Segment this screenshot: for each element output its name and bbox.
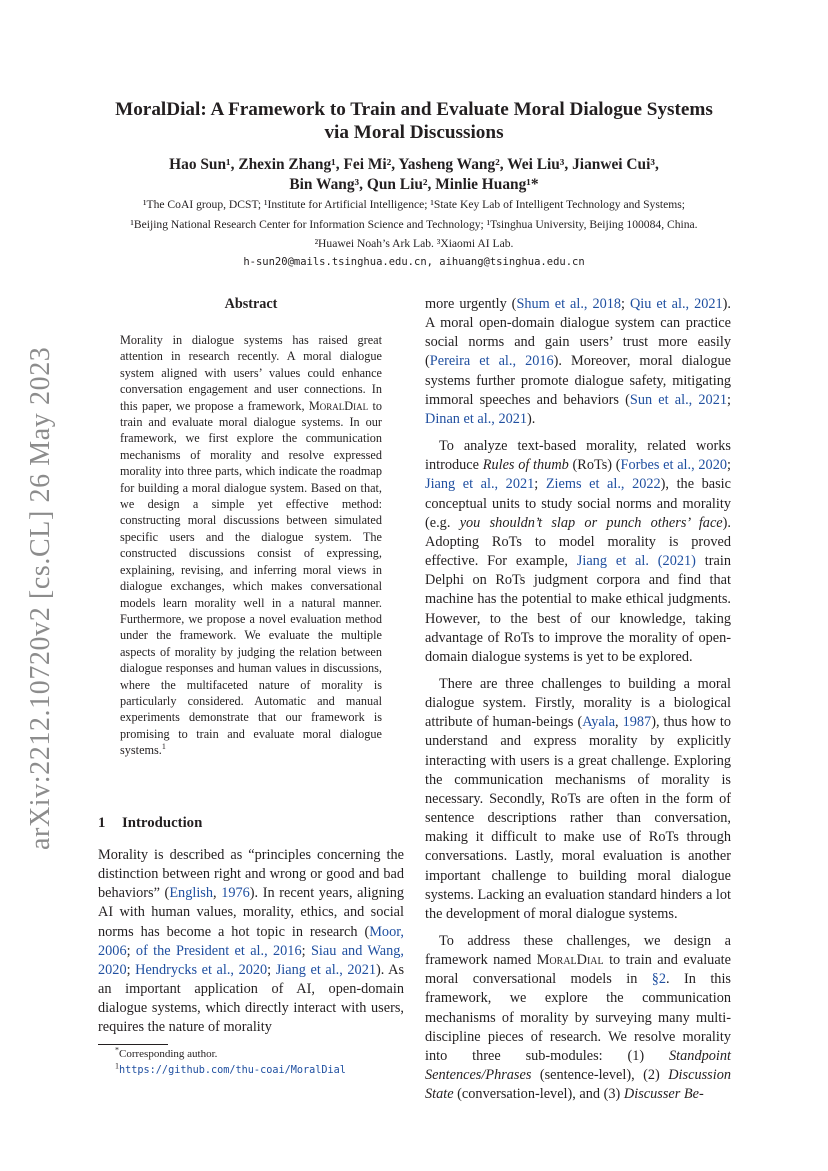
text: (sentence-level), (2) [531,1067,669,1084]
text: . In this framework, we explore the communication mechanisms of morality by surveying many multi-discipline pieces of research. We resolve morality into three sub-modules: (1) [425,971,731,1064]
affiliations [60,195,768,254]
footnote-mark: 1 [115,1061,119,1071]
footnotes [115,1046,346,1079]
paragraph [425,675,731,924]
citation-link[interactable]: Sun et al., 2021 [629,391,728,408]
paragraph [425,295,731,429]
text: To address these challenges, we design a framework named [425,933,731,969]
citation-link[interactable]: Dinan et al., 2021 [425,410,528,427]
text: ). A moral open-domain dialogue system can practice social norms and gain users’ trust more easily ( [425,296,732,370]
footnote-text: Corresponding author. [119,1048,218,1060]
text: (conversation-level), and (3) [453,1086,624,1103]
text: train Delphi on RoTs judgment corpora and find that machine has the potential to make ethical judgments. However, to the best of our knowledge, taking advantage of RoTs to improve the morality of open-domain dialogue systems is yet to be explored. [425,553,731,665]
section-title: Introduction [122,815,203,831]
right-column [425,295,731,1104]
author-line-1: Hao Sun¹, Zhexin Zhang¹, Fei Mi², Yasheng Wang², Wei Liu³, Jianwei Cui³, [169,156,659,173]
italic-term: Rules of thumb [482,457,569,474]
author-list [90,155,738,195]
text: ; [621,296,630,312]
text: more urgently ( [425,296,517,312]
arxiv-watermark: arXiv:2212.10720v2 [cs.CL] 26 May 2023 [25,346,56,850]
text: , [615,714,623,731]
framework-name: MoralDial [308,398,369,413]
footnote-code-url [115,1062,346,1079]
text: to train and evaluate moral conversational models in [425,952,731,988]
text: ; [267,961,276,978]
section-number: 1 [98,815,106,831]
text: There are three challenges to building a moral dialogue system. Firstly, morality is a biological attribute of human-beings ( [425,675,731,731]
affiliation-line: ¹Beijing National Research Center for Information Science and Technology; ¹Tsinghua University, Beijing 100084, China. [130,217,698,231]
text: ; [727,457,731,474]
citation-link[interactable]: of the President et al., 2016 [135,942,302,959]
footnote-marker[interactable]: 1 [161,742,166,752]
abstract-heading: Abstract [224,296,278,312]
citation-link[interactable]: Ayala [582,714,616,731]
footnote-divider [98,1044,168,1045]
text: Morality is described as “principles concerning the distinction between right and wrong or good and bad behaviors” ( [98,847,404,902]
title-line-1: MoralDial: A Framework to Train and Evaluate Moral Dialogue Systems [115,99,713,120]
citation-link[interactable]: Jiang et al. (2021) [576,553,696,570]
citation-link[interactable]: Shum et al., 2018 [516,296,622,312]
framework-name: MoralDial [536,952,604,969]
footnote-corresponding [115,1046,346,1062]
footnote-mark: * [115,1045,119,1055]
paper-title [90,98,738,144]
citation-link[interactable]: Hendrycks et al., 2020 [135,961,268,978]
author-line-2: Bin Wang³, Qun Liu², Minlie Huang¹* [289,176,539,193]
title-line-2: via Moral Discussions [324,122,504,143]
citation-link[interactable]: Jiang et al., 2021 [425,476,535,493]
citation-link[interactable]: Ziems et al., 2022 [545,476,661,493]
text: ). Moreover, moral dialogue systems further promote dialogue safety, mitigating immoral speeches and behaviors ( [425,353,731,408]
italic-term: Discusser Be- [623,1086,704,1103]
italic-term: Standpoint Sentences/Phrases [425,1047,731,1084]
text: ), thus how to understand and express morality by explicitly interacting with users is a great challenge. Exploring the communication mechanisms of morality is necessary. Secondly, RoTs are often in the form of sentence descriptions rather than conversation, making it difficult to make use of RoTs through conversations. Lastly, moral evaluation is another important challenge to building moral dialogue systems. Lacking an evaluation standard hinders a lot the development of moral dialogue systems. [425,714,731,922]
citation-link[interactable]: 1976 [221,885,250,902]
abstract-text [120,332,382,759]
italic-term: Discussion State [425,1067,731,1103]
citation-link[interactable]: Forbes et al., 2020 [620,457,727,474]
italic-example: you shouldn’t slap or punch others’ face [459,514,723,531]
text: ). Adopting RoTs to model morality is proved effective. For example, [425,514,731,570]
intro-paragraph-1 [98,846,404,1038]
affiliation-line: ¹The CoAI group, DCST; ¹Institute for Artificial Intelligence; ¹State Key Lab of Intelligent Technology and Systems; [143,198,685,211]
citation-link[interactable]: Moor, 2006 [98,923,404,959]
text: ; [126,961,136,978]
abstract-text-part: Morality in dialogue systems has raised great attention in research recently. A moral dialogue system aligned with users’ values could enhance conversation engagement and user connections. In this paper, we propose a framework, [120,333,382,413]
repository-link[interactable]: https://github.com/thu-coai/MoralDial [119,1065,346,1076]
text: ). [527,410,536,427]
text: ; [727,391,731,408]
text: ; [301,942,311,959]
citation-link[interactable]: 1987 [622,714,652,731]
text: (RoTs) ( [568,457,621,474]
citation-link[interactable]: Jiang et al., 2021 [275,961,376,978]
citation-link[interactable]: Qiu et al., 2021 [629,296,723,312]
text: , [213,885,222,902]
abstract-text-part: to train and evaluate moral dialogue systems. In our framework, we first explore the communication mechanisms of morality and resolve expressed morality into three parts, which indicate the roadmap for building a moral dialogue system. Based on that, we design a simple yet effective method: constructing moral discussions between simulated specific users and the dialogue system. The constructed discussions consist of expressing, explaining, revising, and inferring moral views in dialogue exchanges, which makes conversational models learn morality well in a natural manner. Furthermore, we propose a novel evaluation method under the framework. We evaluate the multiple aspects of morality by judging the relation between dialogue responses and human values in discussions, where the multifaceted nature of morality is particularly considered. Automatic and manual experiments demonstrate that our framework is promising to train and evaluate moral dialogue systems. [120,398,383,758]
author-emails: h-sun20@mails.tsinghua.edu.cn, aihuang@tsinghua.edu.cn [243,256,585,268]
citation-link[interactable]: Pereira et al., 2016 [429,353,554,370]
citation-link[interactable]: Siau and Wang, 2020 [98,942,404,978]
section-reference-link[interactable]: §2 [651,971,667,988]
text: ). As an important application of AI, open-domain dialogue systems, which directly interact with users, requires the nature of morality [98,961,405,1036]
affiliation-line: ²Huawei Noah’s Ark Lab. ³Xiaomi AI Lab. [314,237,514,250]
citation-link[interactable]: English [169,885,213,902]
text: ; [534,476,546,493]
paragraph [425,437,731,667]
text: ; [126,942,136,959]
text: To analyze text-based morality, related works introduce [425,438,731,474]
paragraph [425,932,731,1104]
section-heading-introduction [98,815,202,832]
text: ), the basic conceptual units to study social norms and morality (e.g. [425,476,731,531]
text: ). In recent years, aligning AI with human values, morality, ethics, and social norms has become a hot topic in research ( [98,885,404,940]
